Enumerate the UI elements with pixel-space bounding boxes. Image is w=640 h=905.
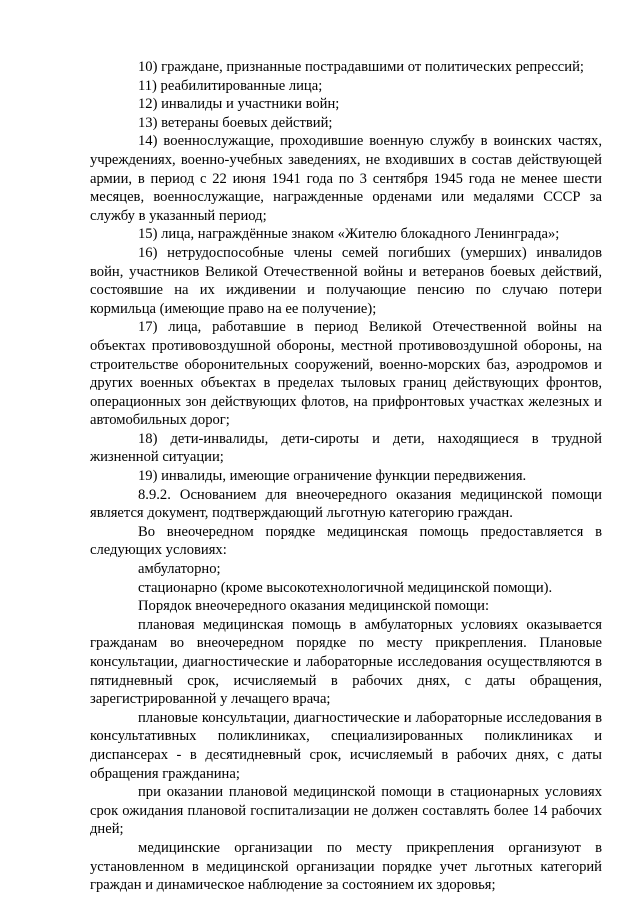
procedure-hospitalization-paragraph: при оказании плановой медицинской помощи в стационарных условиях срок ожидания плановой госпитализации не должен составлять более 14 рабочих дней; xyxy=(90,784,602,838)
paragraph-item-11: 11) реабилитированные лица; xyxy=(138,77,323,94)
condition-outpatient: амбулаторно; xyxy=(138,561,221,578)
condition-inpatient: стационарно (кроме высокотехнологичной медицинской помощи). xyxy=(138,579,553,596)
paragraph-item-16: 16) нетрудоспособные члены семей погибших (умерших) инвалидов войн, участников Великой Отечественной войны и ветеранов боевых действий, состоявшие на их иждивении и получающие пенсию по случаю потери кормильца (имеющие право на ее получение); xyxy=(90,244,602,317)
paragraph-item-19: 19) инвалиды, имеющие ограничение функции передвижения. xyxy=(138,468,527,485)
procedure-consultations-paragraph: плановые консультации, диагностические и лабораторные исследования в консультативных поликлиниках, специализированных поликлиниках и диспансерах - в десятидневный срок, исчисляемый в рабочих днях, с даты обращения гражданина; xyxy=(90,709,602,782)
paragraph-item-14: 14) военнослужащие, проходившие военную службу в воинских частях, учреждениях, военно-учебных заведениях, не входивших в состав действующей армии, в период с 22 июня 1941 года по 3 сентября 1945 года не менее шести месяцев, военнослужащие, награжденные орденами или медалями СССР за службу в указанный период; xyxy=(90,133,602,224)
procedure-heading-paragraph: Порядок внеочередного оказания медицинской помощи: xyxy=(138,598,489,615)
paragraph-item-10: 10) граждане, признанные пострадавшими от политических репрессий; xyxy=(138,59,584,75)
paragraph-item-12: 12) инвалиды и участники войн; xyxy=(138,96,340,113)
procedure-outpatient-paragraph: плановая медицинская помощь в амбулаторных условиях оказывается гражданам во внеочередном порядке по месту прикрепления. Плановые консультации, диагностические и лабораторные исследования осуществляются в пятидневный срок, исчисляемый в рабочих днях, с даты обращения, зарегистрированной у лечащего врача; xyxy=(90,616,602,708)
procedure-registration-paragraph: медицинские организации по месту прикрепления организуют в установленном в медицинской организации порядке учет льготных категорий граждан и динамическое наблюдение за состоянием их здоровья; xyxy=(90,839,602,894)
paragraph-item-18: 18) дети-инвалиды, дети-сироты и дети, находящиеся в трудной жизненной ситуации; xyxy=(90,430,602,466)
document-body xyxy=(90,58,602,895)
conditions-intro-paragraph: Во внеочередном порядке медицинская помощь предоставляется в следующих условиях: xyxy=(90,523,602,559)
paragraph-item-17: 17) лица, работавшие в период Великой Отечественной войны на объектах противовоздушной обороны, местной противовоздушной обороны, на строительстве оборонительных сооружений, военно-морских баз, аэродромов и других военных объектах в пределах тыловых границ действующих фронтов, операционных зон действующих флотов, на прифронтовых участках железных и автомобильных дорог; xyxy=(90,319,602,429)
paragraph-item-13: 13) ветераны боевых действий; xyxy=(138,114,333,131)
section-8-9-2-paragraph: 8.9.2. Основанием для внеочередного оказания медицинской помощи является документ, подтверждающий льготную категорию граждан. xyxy=(90,486,602,522)
paragraph-item-15: 15) лица, награждённые знаком «Жителю блокадного Ленинграда»; xyxy=(138,226,560,243)
